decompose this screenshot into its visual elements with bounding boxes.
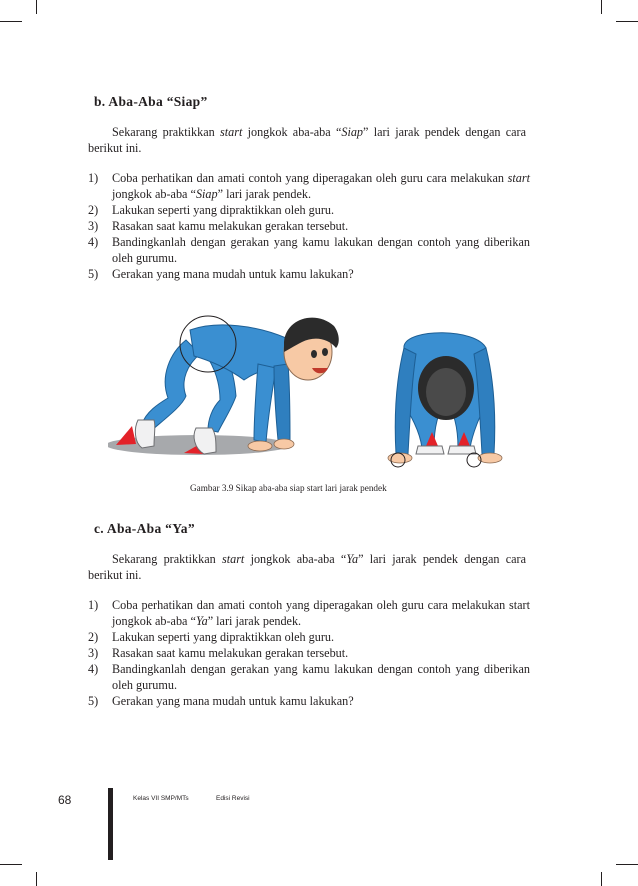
list-item: 5) Gerakan yang mana mudah untuk kamu lakukan? [88, 267, 354, 281]
arm [254, 364, 276, 442]
shoe-icon [416, 446, 444, 454]
illustration-set-position [108, 308, 518, 473]
list-item: 2) Lakukan seperti yang dipraktikkan oleh guru. [88, 630, 335, 644]
list-item: 2) Lakukan seperti yang dipraktikkan oleh guru. [88, 203, 335, 217]
list-item: 3) Rasakan saat kamu melakukan gerakan tersebut. [88, 219, 349, 233]
eye-icon [311, 350, 317, 358]
hand [274, 439, 294, 449]
crop-mark [0, 864, 22, 865]
hand [248, 441, 272, 451]
start-marker-icon [116, 426, 136, 445]
crop-mark [36, 0, 37, 14]
hand [478, 453, 502, 463]
footer-divider [108, 788, 113, 860]
crop-mark [36, 872, 37, 886]
list-item: 3) Rasakan saat kamu melakukan gerakan tersebut. [88, 646, 349, 660]
book-title: Kelas VII SMP/MTs [133, 795, 189, 802]
boy-side-view [108, 316, 339, 455]
leg [142, 340, 200, 430]
steps-list [88, 597, 530, 709]
crop-mark [616, 21, 638, 22]
edition-label: Edisi Revisi [216, 795, 250, 802]
section-intro: Sekarang praktikkan start jongkok aba-aba “Ya” lari jarak pendek dengan cara berikut ini. [88, 552, 526, 582]
list-item: 4) Bandingkanlah dengan gerakan yang kamu lakukan dengan contoh yang diberikan oleh gurumu. [88, 235, 530, 265]
section-intro: Sekarang praktikkan start jongkok aba-aba “Siap” lari jarak pendek dengan cara berikut ini. [88, 125, 526, 155]
list-item: 5) Gerakan yang mana mudah untuk kamu lakukan? [88, 694, 354, 708]
figure-caption: Gambar 3.9 Sikap aba-aba siap start lari jarak pendek [190, 483, 387, 493]
crop-mark [0, 21, 22, 22]
section-heading: c. Aba-Aba “Ya” [94, 521, 195, 536]
head-back [426, 368, 466, 416]
shoe-icon [135, 420, 155, 448]
boy-back-view [388, 333, 502, 467]
arm [274, 364, 290, 440]
section-c [88, 521, 530, 709]
page-number: 68 [58, 793, 72, 807]
crop-mark [616, 864, 638, 865]
list-item: 4) Bandingkanlah dengan gerakan yang kamu lakukan dengan contoh yang diberikan oleh gurumu. [88, 662, 530, 692]
crop-mark [601, 0, 602, 14]
eye-icon [322, 348, 328, 356]
list-item: 1) Coba perhatikan dan amati contoh yang diperagakan oleh guru cara melakukan start jongkok ab-aba “Ya” lari jarak pendek. [88, 598, 530, 628]
section-b [88, 94, 530, 282]
steps-list [88, 170, 530, 282]
list-item: 1) Coba perhatikan dan amati contoh yang diperagakan oleh guru cara melakukan start jongkok ab-aba “Siap” lari jarak pendek. [88, 171, 530, 201]
shoe-icon [448, 446, 476, 454]
section-heading: b. Aba-Aba “Siap” [94, 94, 208, 109]
crop-mark [601, 872, 602, 886]
